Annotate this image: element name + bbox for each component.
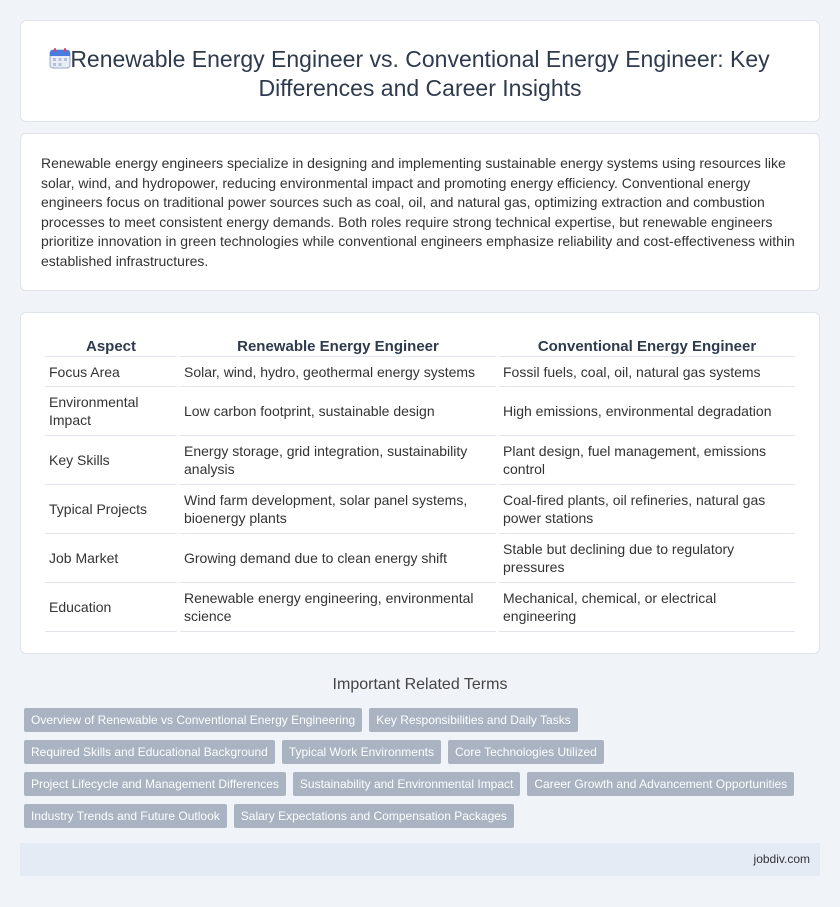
related-term-tag[interactable]: Key Responsibilities and Daily Tasks — [369, 708, 578, 732]
table-cell: Stable but declining due to regulatory pressures — [499, 534, 795, 583]
related-term-tag[interactable]: Sustainability and Environmental Impact — [293, 772, 520, 796]
table-cell: Renewable energy engineering, environmental science — [180, 583, 496, 632]
comparison-table-card — [20, 312, 820, 654]
table-cell: Plant design, fuel management, emissions control — [499, 436, 795, 485]
table-cell: Education — [45, 583, 177, 632]
related-term-tag[interactable]: Salary Expectations and Compensation Packages — [234, 804, 514, 828]
table-cell: Environmental Impact — [45, 387, 177, 436]
table-cell: Energy storage, grid integration, sustainability analysis — [180, 436, 496, 485]
related-terms-title: Important Related Terms — [332, 676, 508, 693]
comparison-table — [42, 333, 798, 632]
table-cell: Low carbon footprint, sustainable design — [180, 387, 496, 436]
footer — [20, 843, 820, 876]
tag-row — [24, 804, 824, 828]
footer-site-link[interactable]: jobdiv.com — [753, 852, 810, 866]
related-term-tag[interactable]: Career Growth and Advancement Opportunities — [527, 772, 794, 796]
table-row — [45, 534, 795, 583]
table-cell: High emissions, environmental degradation — [499, 387, 795, 436]
related-term-tag[interactable]: Project Lifecycle and Management Differences — [24, 772, 286, 796]
table-cell: Growing demand due to clean energy shift — [180, 534, 496, 583]
table-header-row — [45, 333, 795, 357]
related-term-tag[interactable]: Industry Trends and Future Outlook — [24, 804, 227, 828]
header-renewable: Renewable Energy Engineer — [180, 333, 496, 357]
header-conventional: Conventional Energy Engineer — [499, 333, 795, 357]
table-cell: Wind farm development, solar panel systems, bioenergy plants — [180, 485, 496, 534]
table-row — [45, 485, 795, 534]
related-term-tag[interactable]: Overview of Renewable vs Conventional Energy Engineering — [24, 708, 362, 732]
table-row — [45, 436, 795, 485]
table-cell: Mechanical, chemical, or electrical engineering — [499, 583, 795, 632]
intro-paragraph: Renewable energy engineers specialize in designing and implementing sustainable energy systems using resources like solar, wind, and hydropower, reducing environmental impact and promoting energy efficiency. Conventional energy engineers focus on traditional power sources such as coal, oil, and natural gas, optimizing extraction and combustion processes to meet consistent energy demands. Both roles require strong technical expertise, but renewable engineers prioritize innovation in green technologies while conventional engineers emphasize reliability and cost-effectiveness within established infrastructures. — [41, 155, 795, 269]
related-term-tag[interactable]: Required Skills and Educational Background — [24, 740, 275, 764]
related-term-tag[interactable]: Typical Work Environments — [282, 740, 441, 764]
table-cell: Coal-fired plants, oil refineries, natural gas power stations — [499, 485, 795, 534]
header-aspect: Aspect — [45, 333, 177, 357]
table-row — [45, 387, 795, 436]
table-cell: Key Skills — [45, 436, 177, 485]
related-terms-list — [24, 708, 824, 836]
table-cell: Job Market — [45, 534, 177, 583]
table-row — [45, 583, 795, 632]
page-title: Renewable Energy Engineer vs. Conventional Energy Engineer: Key Differences and Career Insights — [70, 46, 770, 101]
tag-row — [24, 740, 824, 764]
intro-card — [20, 133, 820, 291]
header-card — [20, 20, 820, 122]
table-cell: Focus Area — [45, 357, 177, 387]
related-term-tag[interactable]: Core Technologies Utilized — [448, 740, 604, 764]
table-row — [45, 357, 795, 387]
table-cell: Fossil fuels, coal, oil, natural gas systems — [499, 357, 795, 387]
tag-row — [24, 708, 824, 732]
table-cell: Typical Projects — [45, 485, 177, 534]
tag-row — [24, 772, 824, 796]
table-cell: Solar, wind, hydro, geothermal energy systems — [180, 357, 496, 387]
